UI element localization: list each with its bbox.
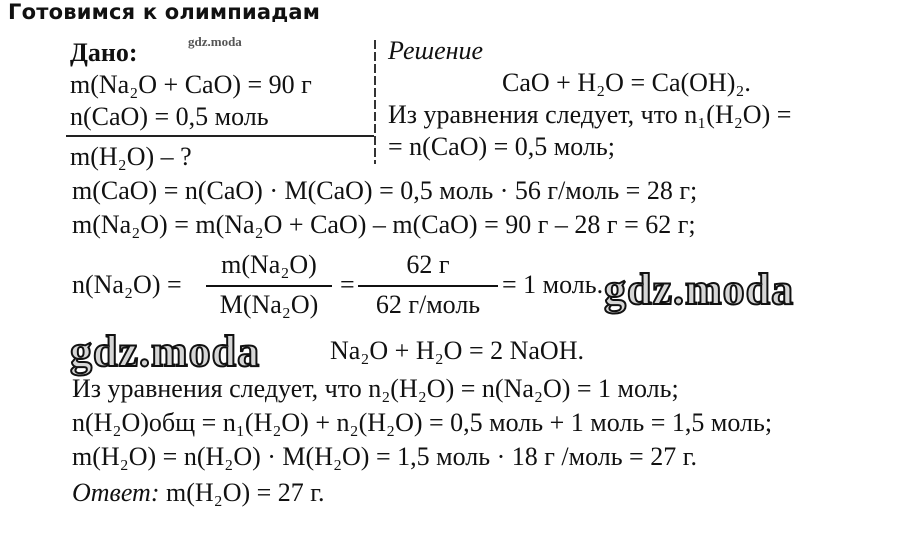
fraction-2-denominator: 62 г/моль	[375, 290, 481, 319]
calc-mass-cao: m(CaO) = n(CaO) · M(CaO) = 0,5 моль · 56 г/моль = 28 г;	[72, 176, 698, 205]
reaction-equation-1: CaO + H₂O = Ca(OH)₂.	[502, 68, 751, 97]
answer-value: m(H₂O) = 27 г.	[165, 478, 325, 507]
fraction-result: = 1 моль.	[502, 270, 604, 299]
fraction-2-numerator: 62 г	[406, 250, 450, 279]
answer-line	[72, 478, 325, 508]
solution-text-2: = n(CaO) = 0,5 моль;	[388, 132, 615, 161]
fraction-2-bar	[358, 285, 498, 287]
given-mass-mixture: m(Na₂O + CaO) = 90 г	[70, 70, 312, 99]
given-amount-cao: n(CaO) = 0,5 моль	[70, 102, 269, 131]
reaction-equation-2: Na₂O + H₂O = 2 NaOH.	[330, 336, 584, 365]
fraction-lhs: n(Na₂O) =	[72, 270, 182, 299]
calc-total-water-amount: n(H₂O)общ = n₁(H₂O) + n₂(H₂O) = 0,5 моль + 1 моль = 1,5 моль;	[72, 408, 773, 437]
given-label: Дано:	[70, 38, 138, 67]
fraction-1-bar	[206, 285, 332, 287]
fraction-1-denominator: M(Na₂O)	[219, 290, 319, 319]
calc-mass-na2o: m(Na₂O) = m(Na₂O + CaO) – m(CaO) = 90 г – 28 г = 62 г;	[72, 210, 696, 239]
watermark-big-right: gdz.moda	[604, 265, 795, 314]
fraction-1-numerator: m(Na₂O)	[221, 250, 317, 279]
find-mass-water: m(H₂O) – ?	[70, 142, 192, 171]
solution-text-3: Из уравнения следует, что n₂(H₂O) = n(Na₂O) = 1 моль;	[72, 374, 679, 403]
calc-water-mass: m(H₂O) = n(H₂O) · M(H₂O) = 1,5 моль · 18 г /моль = 27 г.	[72, 442, 697, 471]
watermark-small: gdz.moda	[188, 34, 242, 49]
watermark-big-left: gdz.moda	[70, 327, 261, 376]
solution-text-1: Из уравнения следует, что n₁(H₂O) =	[388, 100, 792, 129]
answer-label: Ответ:	[72, 478, 160, 507]
page-title: Готовимся к олимпиадам	[8, 0, 321, 24]
given-divider	[66, 135, 374, 137]
given-solution-separator	[374, 40, 376, 164]
solution-label: Решение	[388, 36, 484, 65]
fraction-equals: =	[340, 270, 355, 299]
